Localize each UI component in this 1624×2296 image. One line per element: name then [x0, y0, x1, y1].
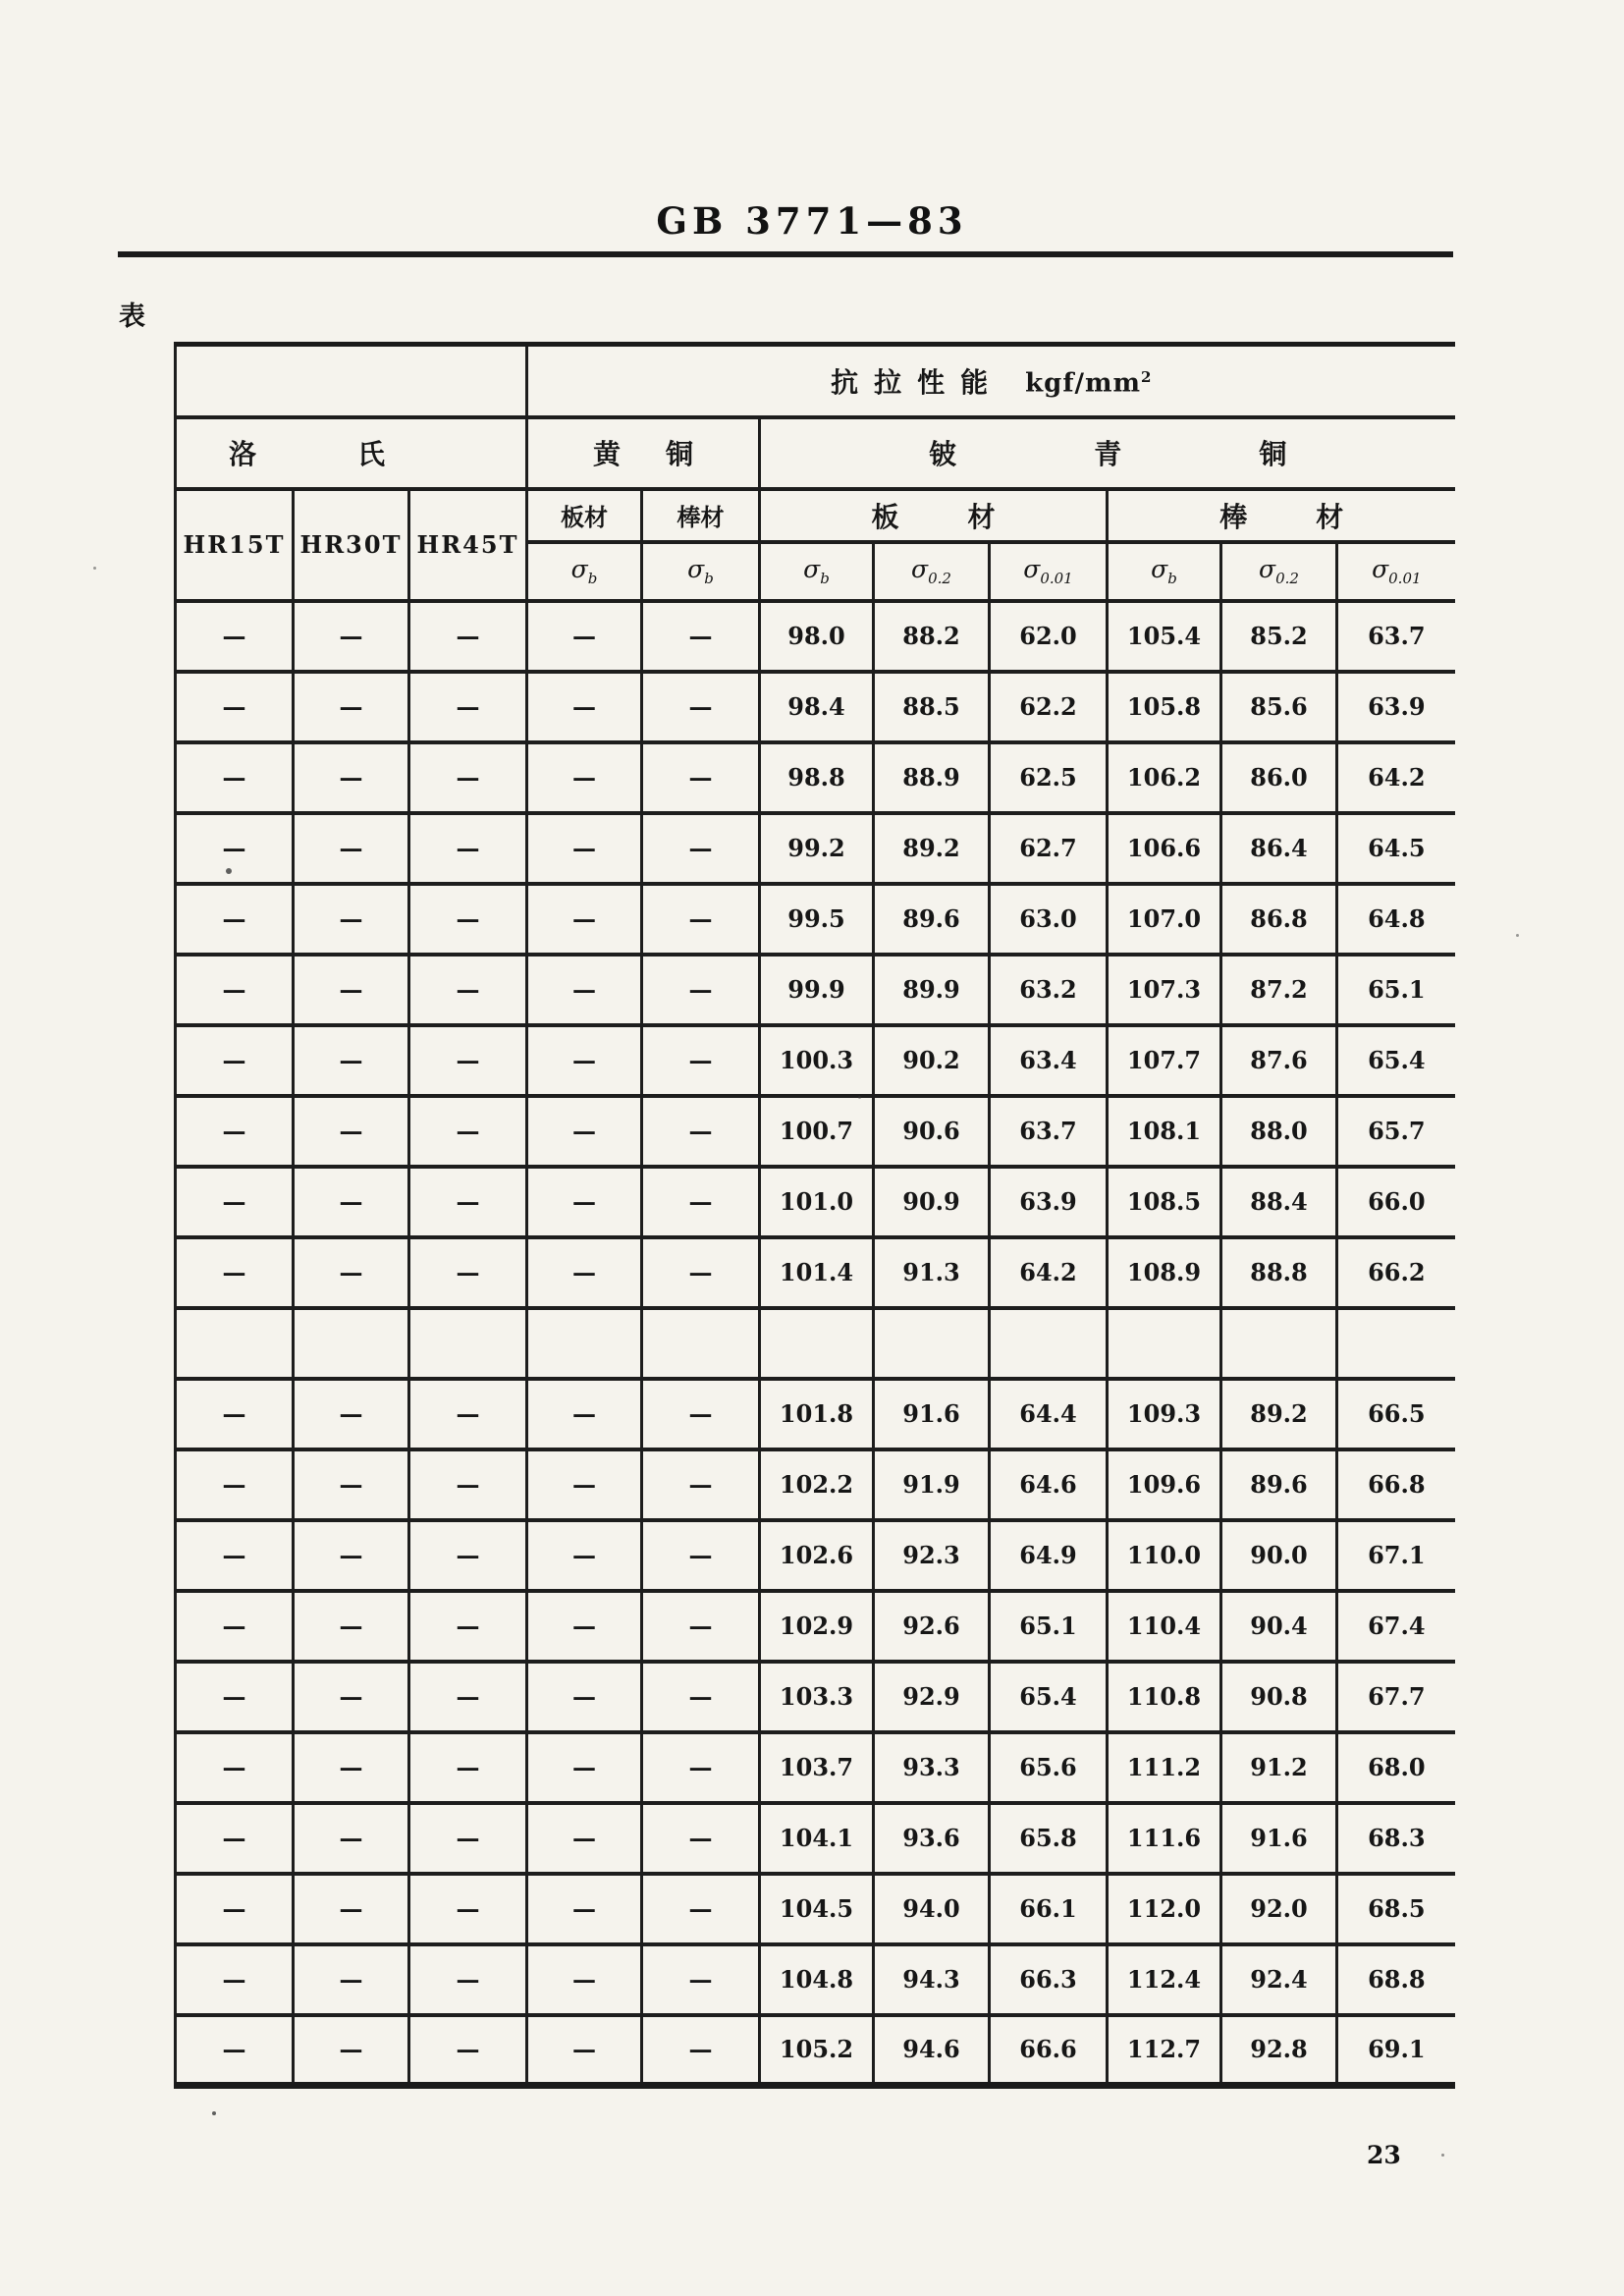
table-cell: 98.8 [760, 742, 874, 813]
table-cell: 90.4 [1221, 1591, 1337, 1662]
table-cell: — [527, 884, 642, 955]
table-cell: 66.3 [990, 1944, 1108, 2015]
table-cell: — [409, 1025, 527, 1096]
table-cell: — [176, 1379, 294, 1449]
table-row [176, 2015, 1455, 2086]
header-brass: 黄 铜 [527, 417, 760, 489]
table-cell: 98.4 [760, 672, 874, 742]
table-cell: 87.6 [1221, 1025, 1337, 1096]
table-cell: — [527, 1167, 642, 1237]
table-cell: 64.5 [1337, 813, 1455, 884]
table-row [176, 672, 1455, 742]
table-cell: 85.2 [1221, 601, 1337, 672]
table-cell: 112.4 [1108, 1944, 1221, 2015]
table-cell: 99.2 [760, 813, 874, 884]
table-cell: — [294, 884, 409, 955]
table-cell: — [527, 1944, 642, 2015]
table-row [176, 955, 1455, 1025]
table-cell: — [527, 1379, 642, 1449]
table-cell: 66.6 [990, 2015, 1108, 2086]
table-cell: — [642, 813, 760, 884]
header-hr15t: HR15T [176, 489, 294, 601]
table-cell: — [294, 1237, 409, 1308]
table-cell: 69.1 [1337, 2015, 1455, 2086]
table-row [176, 1449, 1455, 1520]
table-cell: 92.3 [874, 1520, 990, 1591]
table-cell: 67.1 [1337, 1520, 1455, 1591]
table-cell: 108.1 [1108, 1096, 1221, 1167]
table-cell: 90.8 [1221, 1662, 1337, 1732]
table-cell: — [527, 742, 642, 813]
table-cell: 88.4 [1221, 1167, 1337, 1237]
header-tensile-properties [527, 345, 1455, 417]
table-cell: 67.7 [1337, 1662, 1455, 1732]
table-cell: — [642, 1803, 760, 1874]
table-cell: — [409, 813, 527, 884]
table-cell: 65.1 [990, 1591, 1108, 1662]
table-cell: — [176, 1167, 294, 1237]
table-cell: — [527, 1591, 642, 1662]
table-cell: — [409, 1379, 527, 1449]
table-cell [1221, 1308, 1337, 1379]
table-cell [409, 1308, 527, 1379]
table-cell: — [294, 2015, 409, 2086]
table-cell: 87.2 [1221, 955, 1337, 1025]
table-cell: — [294, 1025, 409, 1096]
table-cell: — [642, 1379, 760, 1449]
table-cell: — [176, 1520, 294, 1591]
table-cell: — [176, 1944, 294, 2015]
header-hr45t: HR45T [409, 489, 527, 601]
table-cell: — [294, 813, 409, 884]
table-cell: — [642, 1662, 760, 1732]
table-cell: — [642, 672, 760, 742]
table-cell: — [176, 1732, 294, 1803]
table-cell: 63.9 [1337, 672, 1455, 742]
table-cell: — [409, 601, 527, 672]
table-cell: — [409, 955, 527, 1025]
table-cell: — [176, 672, 294, 742]
table-cell: 88.5 [874, 672, 990, 742]
header-beryllium-bar: 棒 材 [1108, 489, 1455, 542]
table-cell: — [527, 672, 642, 742]
scan-speck [226, 868, 232, 874]
table-cell: — [294, 601, 409, 672]
table-row [176, 1874, 1455, 1944]
table-cell: 89.2 [1221, 1379, 1337, 1449]
header-beryllium-bronze: 铍 青 铜 [760, 417, 1455, 489]
table-cell: 91.3 [874, 1237, 990, 1308]
table-cell: — [294, 742, 409, 813]
table-cell: — [409, 1167, 527, 1237]
table-cell: — [176, 1449, 294, 1520]
header-beryllium-plate: 板 材 [760, 489, 1108, 542]
table-cell: 91.2 [1221, 1732, 1337, 1803]
table-cell: 66.0 [1337, 1167, 1455, 1237]
scan-speck [1441, 2154, 1444, 2157]
table-cell: — [527, 1732, 642, 1803]
table-cell: 90.9 [874, 1167, 990, 1237]
header-sigma-02: $\sigma_{0.2}$ [874, 542, 990, 601]
table-cell: 68.0 [1337, 1732, 1455, 1803]
table-cell: — [527, 955, 642, 1025]
table-cell: — [527, 1096, 642, 1167]
table-cell: 63.9 [990, 1167, 1108, 1237]
table-cell: 109.3 [1108, 1379, 1221, 1449]
table-cell: — [294, 1732, 409, 1803]
table-row [176, 1944, 1455, 2015]
table-cell: 68.5 [1337, 1874, 1455, 1944]
table-cell: — [642, 1167, 760, 1237]
table-cell: 108.9 [1108, 1237, 1221, 1308]
table-cell: 101.0 [760, 1167, 874, 1237]
table-cell: — [642, 1944, 760, 2015]
table-cell: 105.2 [760, 2015, 874, 2086]
table-cell: 102.9 [760, 1591, 874, 1662]
table-cell: 64.2 [990, 1237, 1108, 1308]
table-cell: 88.2 [874, 601, 990, 672]
table-cell: — [409, 1803, 527, 1874]
table-cell: 92.9 [874, 1662, 990, 1732]
table-row [176, 1591, 1455, 1662]
table-cell: — [176, 955, 294, 1025]
table-cell: 65.6 [990, 1732, 1108, 1803]
table-cell: — [294, 1379, 409, 1449]
table-cell: 107.7 [1108, 1025, 1221, 1096]
table-cell: — [527, 1874, 642, 1944]
header-blank-cell [176, 345, 527, 417]
table-cell: — [176, 1237, 294, 1308]
table-cell: 63.0 [990, 884, 1108, 955]
tensile-unit-label: kgf/$mm^2$ [1025, 368, 1153, 399]
header-hr30t: HR30T [294, 489, 409, 601]
table-cell: 65.1 [1337, 955, 1455, 1025]
table-cell: 65.7 [1337, 1096, 1455, 1167]
table-cell: 66.8 [1337, 1449, 1455, 1520]
table-cell: — [527, 1520, 642, 1591]
table-cell: — [409, 2015, 527, 2086]
table-cell [1337, 1308, 1455, 1379]
table-cell: 66.2 [1337, 1237, 1455, 1308]
table-cell: 85.6 [1221, 672, 1337, 742]
table-row [176, 1167, 1455, 1237]
table-cell: 104.1 [760, 1803, 874, 1874]
table-cell: — [642, 1591, 760, 1662]
header-sigma-b: $\sigma_b$ [642, 542, 760, 601]
table-cell: — [409, 672, 527, 742]
table-cell: — [409, 1662, 527, 1732]
table-cell: 63.2 [990, 955, 1108, 1025]
table-cell: — [294, 672, 409, 742]
table-cell: — [527, 1025, 642, 1096]
table-cell: 104.8 [760, 1944, 874, 2015]
table-cell: 93.3 [874, 1732, 990, 1803]
table-cell: 94.6 [874, 2015, 990, 2086]
table-cell: — [294, 1662, 409, 1732]
table-cell: — [409, 1096, 527, 1167]
table-cell: 93.6 [874, 1803, 990, 1874]
table-cell [760, 1308, 874, 1379]
table-row [176, 1803, 1455, 1874]
table-cell: 89.6 [874, 884, 990, 955]
table-cell: — [642, 955, 760, 1025]
table-cell: — [294, 1167, 409, 1237]
table-cell: 109.6 [1108, 1449, 1221, 1520]
table-cell: 104.5 [760, 1874, 874, 1944]
table-cell: — [294, 1591, 409, 1662]
table-cell [990, 1308, 1108, 1379]
table-cell: — [409, 1944, 527, 2015]
header-sigma-001: $\sigma_{0.01}$ [990, 542, 1108, 601]
table-cell: 112.0 [1108, 1874, 1221, 1944]
table-cell: — [527, 1449, 642, 1520]
table-cell: 63.4 [990, 1025, 1108, 1096]
table-cell: 68.8 [1337, 1944, 1455, 2015]
table-cell: — [294, 1803, 409, 1874]
table-cell: 67.4 [1337, 1591, 1455, 1662]
table-cell: — [527, 1237, 642, 1308]
table-cell: — [527, 1662, 642, 1732]
table-cell: — [527, 813, 642, 884]
table-cell [294, 1308, 409, 1379]
table-cell: — [176, 1025, 294, 1096]
title-rule [118, 251, 1453, 257]
table-cell: 106.6 [1108, 813, 1221, 884]
table-row [176, 884, 1455, 955]
table-cell: 68.3 [1337, 1803, 1455, 1874]
table-cell: 62.5 [990, 742, 1108, 813]
table-cell: 110.0 [1108, 1520, 1221, 1591]
table-cell: 64.4 [990, 1379, 1108, 1449]
table-body [176, 601, 1455, 2086]
table-cell: 107.0 [1108, 884, 1221, 955]
scan-speck [212, 2111, 216, 2115]
table-cell: — [642, 1874, 760, 1944]
table-cell: 111.2 [1108, 1732, 1221, 1803]
table-cell: 105.4 [1108, 601, 1221, 672]
table-cell: 64.8 [1337, 884, 1455, 955]
table-cell: — [409, 1732, 527, 1803]
table-cell: 63.7 [990, 1096, 1108, 1167]
table-cell: 64.6 [990, 1449, 1108, 1520]
table-cell: 101.8 [760, 1379, 874, 1449]
table-cell: 92.0 [1221, 1874, 1337, 1944]
table-label: 表 [119, 301, 145, 332]
table-cell: — [176, 1662, 294, 1732]
header-brass-bar: 棒材 [642, 489, 760, 542]
table-cell: 101.4 [760, 1237, 874, 1308]
table-cell: — [176, 2015, 294, 2086]
scan-speck [1516, 934, 1519, 937]
table-cell: — [642, 1449, 760, 1520]
table-cell: — [527, 2015, 642, 2086]
table-cell: — [642, 1520, 760, 1591]
page-number: 23 [1367, 2141, 1401, 2169]
table-cell: 64.2 [1337, 742, 1455, 813]
table-row [176, 601, 1455, 672]
table-cell: 98.0 [760, 601, 874, 672]
table-row [176, 1096, 1455, 1167]
table-cell: 63.7 [1337, 601, 1455, 672]
table-cell: 86.4 [1221, 813, 1337, 884]
table-cell: — [409, 1874, 527, 1944]
table-cell: 108.5 [1108, 1167, 1221, 1237]
scan-speck [858, 1096, 861, 1099]
table-cell: — [642, 884, 760, 955]
header-brass-plate: 板材 [527, 489, 642, 542]
table-cell: 66.5 [1337, 1379, 1455, 1449]
table-cell [527, 1308, 642, 1379]
table-cell [642, 1308, 760, 1379]
table-cell: 92.6 [874, 1591, 990, 1662]
header-sigma-b: $\sigma_b$ [760, 542, 874, 601]
table-row [176, 1520, 1455, 1591]
table-cell: 94.0 [874, 1874, 990, 1944]
table-cell: 62.7 [990, 813, 1108, 884]
table-cell: 92.4 [1221, 1944, 1337, 2015]
table-cell: — [409, 1237, 527, 1308]
header-sigma-001: $\sigma_{0.01}$ [1337, 542, 1455, 601]
table-cell: 64.9 [990, 1520, 1108, 1591]
table-cell: 99.5 [760, 884, 874, 955]
table-cell: — [642, 1025, 760, 1096]
table-cell: — [176, 1591, 294, 1662]
table-cell: 91.9 [874, 1449, 990, 1520]
table-cell: — [642, 601, 760, 672]
table-cell: — [642, 742, 760, 813]
table-cell: 103.7 [760, 1732, 874, 1803]
table-cell: 110.4 [1108, 1591, 1221, 1662]
hardness-tensile-conversion-table [174, 342, 1455, 2089]
table-cell: 88.9 [874, 742, 990, 813]
table-cell: — [176, 742, 294, 813]
page-title: GB 3771—83 [656, 199, 968, 243]
table-row [176, 742, 1455, 813]
table-cell: — [409, 884, 527, 955]
table-cell: 65.4 [990, 1662, 1108, 1732]
table-cell: 86.0 [1221, 742, 1337, 813]
table-cell: 110.8 [1108, 1662, 1221, 1732]
table-row [176, 1379, 1455, 1449]
table-cell: — [294, 1874, 409, 1944]
table-cell: — [176, 1803, 294, 1874]
table-cell: — [294, 1520, 409, 1591]
table-cell: 89.2 [874, 813, 990, 884]
table-cell: 88.8 [1221, 1237, 1337, 1308]
table-cell: — [176, 813, 294, 884]
table-cell: 99.9 [760, 955, 874, 1025]
table-cell: 102.6 [760, 1520, 874, 1591]
table-row [176, 1025, 1455, 1096]
table-cell: — [294, 1449, 409, 1520]
table-cell: — [176, 601, 294, 672]
table-cell: — [176, 1096, 294, 1167]
table-cell: — [294, 955, 409, 1025]
table-cell: — [409, 1591, 527, 1662]
table-cell: 106.2 [1108, 742, 1221, 813]
table-cell: 102.2 [760, 1449, 874, 1520]
table-cell: 91.6 [874, 1379, 990, 1449]
table-cell: 90.2 [874, 1025, 990, 1096]
header-sigma-02: $\sigma_{0.2}$ [1221, 542, 1337, 601]
table-cell: — [642, 1096, 760, 1167]
table-cell: — [294, 1096, 409, 1167]
table-cell: — [409, 742, 527, 813]
table-cell: 65.4 [1337, 1025, 1455, 1096]
table-cell: 62.2 [990, 672, 1108, 742]
table-cell: 111.6 [1108, 1803, 1221, 1874]
table-cell: 89.6 [1221, 1449, 1337, 1520]
table-cell [176, 1308, 294, 1379]
table-cell: — [176, 1874, 294, 1944]
table-cell: 92.8 [1221, 2015, 1337, 2086]
table-row [176, 1308, 1455, 1379]
header-rockwell: 洛 氏 [176, 417, 527, 489]
header-sigma-b: $\sigma_b$ [527, 542, 642, 601]
table-cell: 105.8 [1108, 672, 1221, 742]
table-cell: 91.6 [1221, 1803, 1337, 1874]
table-cell: 66.1 [990, 1874, 1108, 1944]
table-cell: 86.8 [1221, 884, 1337, 955]
table-row [176, 1732, 1455, 1803]
table-cell: 94.3 [874, 1944, 990, 2015]
table-cell: — [527, 1803, 642, 1874]
table-cell [1108, 1308, 1221, 1379]
table-cell: 90.0 [1221, 1520, 1337, 1591]
table-cell: 90.6 [874, 1096, 990, 1167]
header-sigma-b: $\sigma_b$ [1108, 542, 1221, 601]
table-cell: 103.3 [760, 1662, 874, 1732]
tensile-cn-label: 抗拉性能 [831, 365, 1004, 399]
table-cell: — [642, 1732, 760, 1803]
table-cell: — [642, 1237, 760, 1308]
table-cell: 89.9 [874, 955, 990, 1025]
scan-speck [93, 567, 96, 570]
table-cell: — [642, 2015, 760, 2086]
table-cell: 112.7 [1108, 2015, 1221, 2086]
table-cell: 100.7 [760, 1096, 874, 1167]
table-cell: 100.3 [760, 1025, 874, 1096]
table-cell: — [409, 1449, 527, 1520]
table-cell: — [527, 601, 642, 672]
table-row [176, 1662, 1455, 1732]
table-cell: 65.8 [990, 1803, 1108, 1874]
table-row [176, 813, 1455, 884]
table-row [176, 1237, 1455, 1308]
table-cell: — [176, 884, 294, 955]
table-cell: 88.0 [1221, 1096, 1337, 1167]
table-cell [874, 1308, 990, 1379]
table-cell: 62.0 [990, 601, 1108, 672]
table-cell: — [409, 1520, 527, 1591]
table-cell: — [294, 1944, 409, 2015]
table-cell: 107.3 [1108, 955, 1221, 1025]
